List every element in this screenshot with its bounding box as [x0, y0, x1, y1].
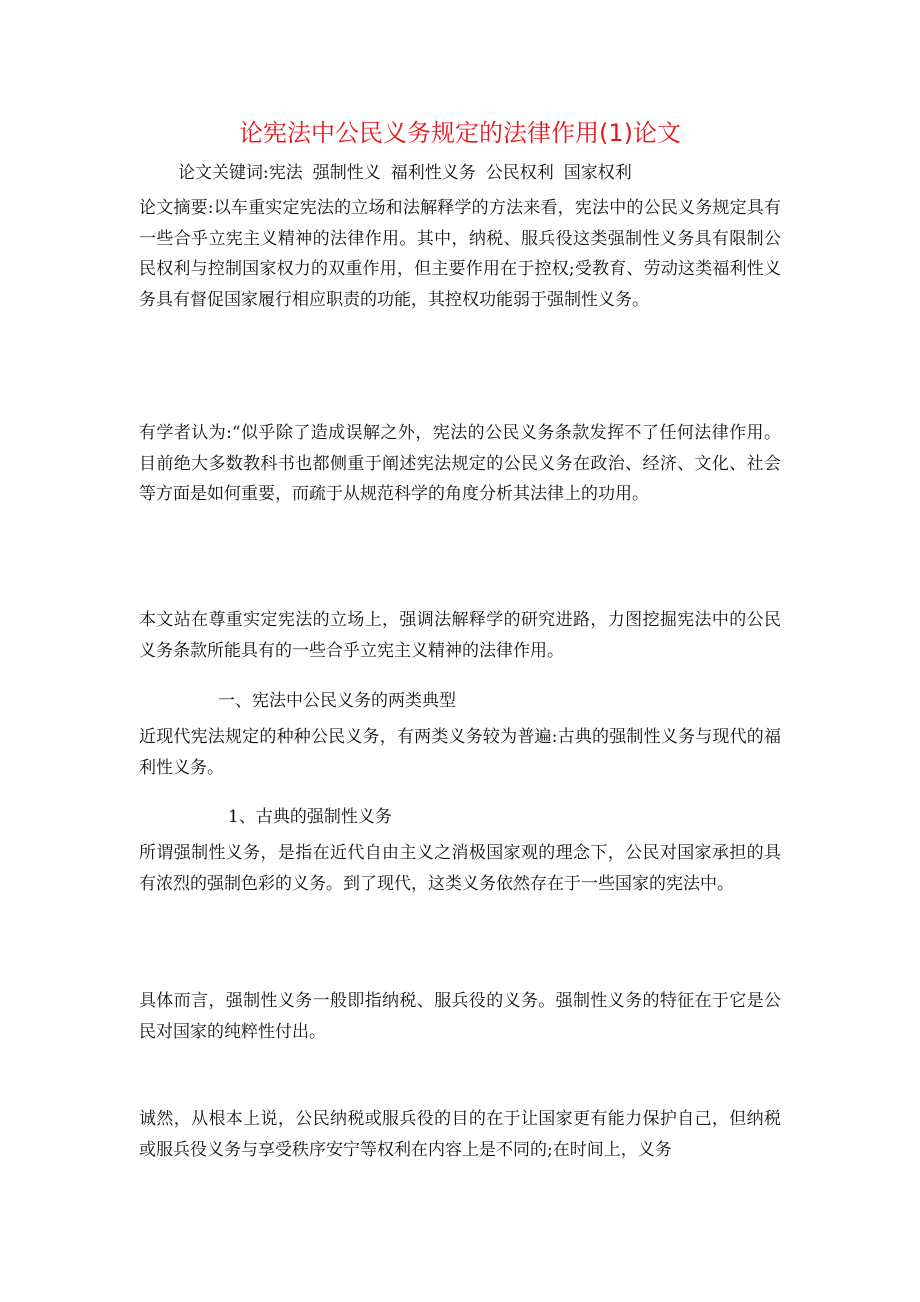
body-paragraph: 近现代宪法规定的种种公民义务，有两类义务较为普遍:古典的强制性义务与现代的福利性义务。 — [139, 727, 781, 778]
body-paragraph: 所谓强制性义务，是指在近代自由主义之消极国家观的理念下，公民对国家承担的具有浓烈的强制色彩的义务。到了现代，这类义务依然存在于一些国家的宪法中。 — [139, 843, 781, 894]
body-paragraph: 本文站在尊重实定宪法的立场上，强调法解释学的研究进路，力图挖掘宪法中的公民义务条款所能具有的一些合乎立宪主义精神的法律作用。 — [139, 610, 781, 661]
abstract-paragraph: 论文摘要:以车重实定宪法的立场和法解释学的方法来看，宪法中的公民义务规定具有一些合乎立宪主义精神的法律作用。其中，纳税、服兵役这类强制性义务具有限制公民权利与控制国家权力的双重作用，但主要作用在于控权;受教育、劳动这类福利性义务具有督促国家履行相应职责的功能，其控权功能弱于强制性义务。 — [139, 198, 781, 310]
document-title: 论宪法中公民义务规定的法律作用(1)论文 — [239, 119, 681, 147]
section-heading: 一、宪法中公民义务的两类典型 — [218, 691, 456, 711]
keywords-line — [178, 159, 642, 187]
keywords-label: 论文关键词: — [178, 163, 269, 183]
keyword: 强制性义 — [312, 163, 381, 183]
body-paragraph: 诚然，从根本上说，公民纳税或服兵役的目的在于让国家更有能力保护自己，但纳税或服兵役义务与享受秩序安宁等权利在内容上是不同的;在时间上，义务 — [139, 1109, 781, 1160]
keyword: 宪法 — [268, 163, 303, 183]
keyword: 公民权利 — [485, 163, 554, 183]
keyword: 国家权利 — [563, 163, 632, 183]
keyword: 福利性义务 — [390, 163, 476, 183]
body-paragraph: 有学者认为:“似乎除了造成误解之外，宪法的公民义务条款发挥不了任何法律作用。目前绝大多数教科书也都侧重于阐述宪法规定的公民义务在政治、经济、文化、社会等方面是如何重要，而疏于从规范科学的角度分析其法律上的功用。 — [139, 423, 781, 505]
body-paragraph: 具体而言，强制性义务一般即指纳税、服兵役的义务。强制性义务的特征在于它是公民对国家的纯粹性付出。 — [139, 991, 781, 1042]
subsection-heading: 1、古典的强制性义务 — [228, 807, 392, 827]
